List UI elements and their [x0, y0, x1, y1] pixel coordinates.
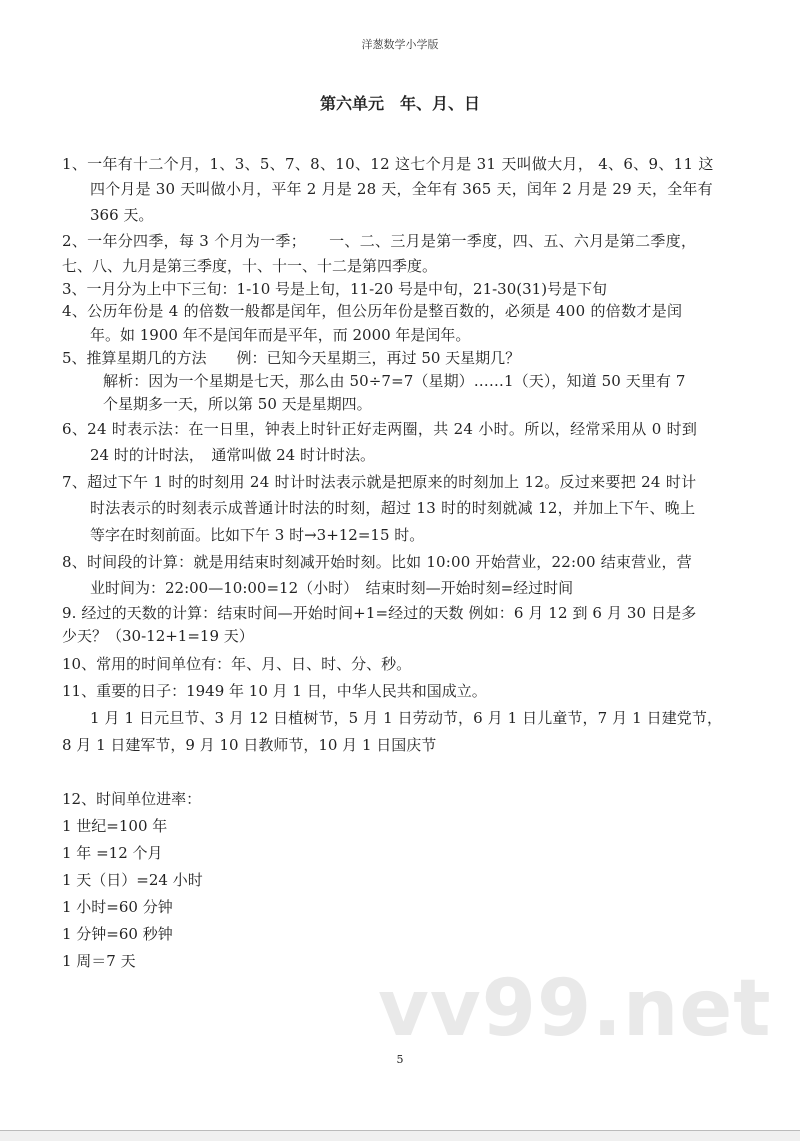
text-line: 5、推算星期几的方法 例：已知今天星期三，再过 50 天星期几？ — [62, 349, 521, 367]
text-line: 3、一月分为上中下三旬：1-10 号是上旬，11-20 号是中旬，21-30(31)号是下旬 — [62, 280, 608, 298]
text-line: 1 天（日）=24 小时 — [62, 871, 203, 889]
text-line: 6、24 时表示法：在一日里，钟表上时针正好走两圈，共 24 小时。所以，经常采用从 0 时到 — [62, 420, 698, 438]
text-line: 8、时间段的计算：就是用结束时刻减开始时刻。比如 10:00 开始营业，22:00 结束营业，营 — [62, 553, 692, 571]
text-line: 七、八、九月是第三季度，十、十一、十二是第四季度。 — [62, 257, 438, 275]
text-line: 少天？（30-12+1=19 天） — [62, 627, 254, 645]
text-line: 8 月 1 日建军节，9 月 10 日教师节，10 月 1 日国庆节 — [62, 736, 437, 754]
text-line: 1 小时=60 分钟 — [62, 898, 173, 916]
text-line: 1 周＝7 天 — [62, 952, 136, 970]
text-line: 个星期多一天，所以第 50 天是星期四。 — [103, 395, 372, 413]
watermark: vv99.net — [378, 964, 772, 1054]
text-line: 等字在时刻前面。比如下午 3 时→3+12=15 时。 — [90, 526, 425, 544]
page-title: 第六单元 年、月、日 — [319, 94, 480, 113]
text-line: 1 月 1 日元旦节、3 月 12 日植树节，5 月 1 日劳动节，6 月 1 日儿童节，7 月 1 日建党节， — [90, 709, 723, 727]
text-line: 10、常用的时间单位有：年、月、日、时、分、秒。 — [62, 655, 412, 673]
text-line: 24 时的计时法， 通常叫做 24 时计时法。 — [90, 446, 375, 464]
text-line: 12、时间单位进率： — [62, 790, 202, 808]
text-line: 1 分钟=60 秒钟 — [62, 925, 173, 943]
page-header: 洋葱数学小学版 — [361, 38, 439, 51]
page-number: 5 — [396, 1053, 404, 1066]
text-line: 1 世纪=100 年 — [62, 817, 168, 835]
text-line: 年。如 1900 年不是闰年而是平年，而 2000 年是闰年。 — [90, 326, 471, 344]
text-line: 11、重要的日子：1949 年 10 月 1 日，中华人民共和国成立。 — [62, 682, 487, 700]
text-line: 366 天。 — [90, 206, 154, 224]
text-line: 四个月是 30 天叫做小月，平年 2 月是 28 天，全年有 365 天，闰年 2 月是 29 天，全年有 — [90, 180, 713, 198]
text-line: 4、公历年份是 4 的倍数一般都是闰年，但公历年份是整百数的，必须是 400 的倍数才是闰 — [62, 302, 683, 320]
text-line: 业时间为：22:00—10:00=12（小时） 结束时刻—开始时刻=经过时间 — [90, 579, 574, 597]
text-line: 2、一年分四季，每 3 个月为一季； 一、二、三月是第一季度，四、五、六月是第二季度， — [62, 232, 697, 250]
text-line: 7、超过下午 1 时的时刻用 24 时计时法表示就是把原来的时刻加上 12。反过来要把 24 时计 — [62, 473, 697, 491]
text-line: 9. 经过的天数的计算：结束时间—开始时间+1=经过的天数 例如：6 月 12 到 6 月 30 日是多 — [62, 604, 697, 622]
text-line: 解析：因为一个星期是七天，那么由 50÷7=7（星期）……1（天），知道 50 天里有 7 — [103, 372, 686, 390]
text-line: 时法表示的时刻表示成普通计时法的时刻，超过 13 时的时刻就减 12，并加上下午、晚上 — [90, 499, 696, 517]
viewer-bottom-edge — [0, 1131, 800, 1141]
text-line: 1、一年有十二个月，1、3、5、7、8、10、12 这七个月是 31 天叫做大月， 4、6、9、11 这 — [62, 155, 714, 173]
text-line: 1 年 =12 个月 — [62, 844, 163, 862]
